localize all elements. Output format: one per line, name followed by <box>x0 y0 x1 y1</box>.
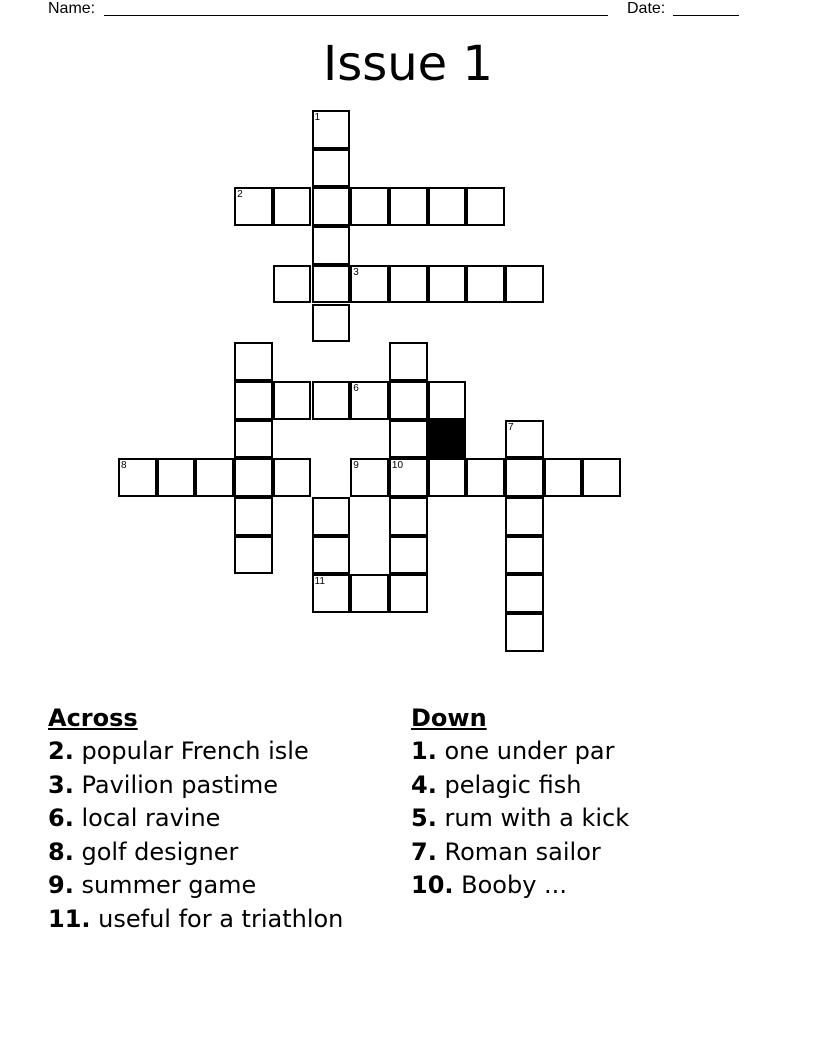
clue-number: 6. <box>48 804 74 832</box>
across-clue <box>48 869 343 903</box>
crossword-cell[interactable] <box>350 265 389 304</box>
crossword-cell[interactable] <box>273 265 312 304</box>
across-clue <box>48 735 343 769</box>
crossword-cell[interactable] <box>312 304 351 343</box>
crossword-cell[interactable] <box>505 536 544 575</box>
crossword-cell[interactable] <box>273 381 312 420</box>
clue-text: popular French isle <box>81 737 309 765</box>
clue-number: 10. <box>411 871 454 899</box>
crossword-cell[interactable] <box>312 574 351 613</box>
crossword-cell[interactable] <box>389 187 428 226</box>
cell-number: 6 <box>353 382 359 394</box>
crossword-cell[interactable] <box>312 536 351 575</box>
crossword-cell[interactable] <box>389 497 428 536</box>
crossword-cell[interactable] <box>350 458 389 497</box>
down-clue-list <box>411 735 629 903</box>
crossword-cell[interactable] <box>234 458 273 497</box>
clue-number: 1. <box>411 737 437 765</box>
clue-number: 7. <box>411 837 437 866</box>
crossword-cell[interactable] <box>234 342 273 381</box>
crossword-cell[interactable] <box>389 536 428 575</box>
down-clue <box>411 869 629 903</box>
clue-number: 5. <box>411 804 437 832</box>
crossword-cell[interactable] <box>312 381 351 420</box>
crossword-cell[interactable] <box>273 458 312 497</box>
crossword-cell[interactable] <box>312 497 351 536</box>
clue-text: golf designer <box>81 837 239 866</box>
clue-text: Booby ... <box>461 871 567 899</box>
clue-number: 2. <box>48 737 74 765</box>
down-clue <box>411 836 629 870</box>
clue-text: Pavilion pastime <box>81 770 278 799</box>
crossword-cell[interactable] <box>118 458 157 497</box>
crossword-cell[interactable] <box>312 110 351 149</box>
crossword-cell[interactable] <box>505 613 544 652</box>
crossword-cell[interactable] <box>389 342 428 381</box>
crossword-cell[interactable] <box>428 458 467 497</box>
crossword-cell[interactable] <box>466 458 505 497</box>
cell-number: 7 <box>508 421 514 433</box>
crossword-cell[interactable] <box>195 458 234 497</box>
clue-text: local ravine <box>81 804 221 832</box>
across-clue-list <box>48 735 343 936</box>
crossword-cell[interactable] <box>389 458 428 497</box>
down-clue <box>411 735 629 769</box>
clue-text: summer game <box>81 871 257 899</box>
crossword-cell[interactable] <box>466 265 505 304</box>
crossword-cell[interactable] <box>428 265 467 304</box>
clue-text: pelagic fish <box>444 770 582 799</box>
across-clue <box>48 769 343 803</box>
crossword-cell[interactable] <box>350 381 389 420</box>
crossword-cell[interactable] <box>428 381 467 420</box>
clue-number: 4. <box>411 770 437 799</box>
clue-number: 8. <box>48 837 74 866</box>
crossword-cell[interactable] <box>273 187 312 226</box>
clue-number: 9. <box>48 871 74 899</box>
date-label: Date: <box>627 0 666 17</box>
clue-number: 3. <box>48 770 74 799</box>
page-title: Issue 1 <box>323 36 493 92</box>
clue-text: rum with a kick <box>444 804 630 832</box>
across-clue <box>48 802 343 836</box>
across-clues <box>48 702 343 936</box>
down-clue <box>411 769 629 803</box>
crossword-cell[interactable] <box>505 574 544 613</box>
crossword-cell[interactable] <box>428 187 467 226</box>
crossword-cell[interactable] <box>389 574 428 613</box>
crossword-cell[interactable] <box>350 574 389 613</box>
crossword-cell[interactable] <box>505 497 544 536</box>
crossword-cell[interactable] <box>312 265 351 304</box>
across-heading: Across <box>48 704 138 732</box>
clue-number: 11. <box>48 904 91 933</box>
down-clues <box>411 702 629 903</box>
crossword-cell[interactable] <box>234 420 273 459</box>
across-clue <box>48 903 343 937</box>
cell-number: 10 <box>391 460 404 472</box>
crossword-cell[interactable] <box>234 497 273 536</box>
cell-number: 8 <box>121 460 127 472</box>
clue-text: useful for a triathlon <box>98 904 344 933</box>
cell-number: 1 <box>314 112 321 123</box>
crossword-cell[interactable] <box>234 381 273 420</box>
name-label: Name: <box>48 0 96 17</box>
crossword-cell[interactable] <box>582 458 621 497</box>
crossword-cell[interactable] <box>466 187 505 226</box>
crossword-cell[interactable] <box>505 420 544 459</box>
crossword-cell[interactable] <box>505 458 544 497</box>
crossword-cell[interactable] <box>234 536 273 575</box>
cell-number: 9 <box>353 460 359 472</box>
crossword-cell[interactable] <box>312 149 351 188</box>
down-heading: Down <box>411 704 487 732</box>
crossword-cell[interactable] <box>234 187 273 226</box>
clue-text: Roman sailor <box>444 837 601 866</box>
crossword-cell[interactable] <box>389 420 428 459</box>
cell-number: 2 <box>237 189 243 201</box>
cell-number: 11 <box>314 576 325 588</box>
crossword-cell[interactable] <box>312 226 351 265</box>
down-clue <box>411 802 629 836</box>
across-clue <box>48 836 343 870</box>
crossword-cell[interactable] <box>350 187 389 226</box>
crossword-cell[interactable] <box>505 265 544 304</box>
crossword-cell[interactable] <box>544 458 583 497</box>
cell-number: 3 <box>353 266 359 278</box>
crossword-cell[interactable] <box>389 381 428 420</box>
crossword-cell[interactable] <box>157 458 196 497</box>
black-square <box>428 420 467 459</box>
crossword-cell[interactable] <box>389 265 428 304</box>
crossword-cell[interactable] <box>312 187 351 226</box>
clue-text: one under par <box>444 737 615 765</box>
